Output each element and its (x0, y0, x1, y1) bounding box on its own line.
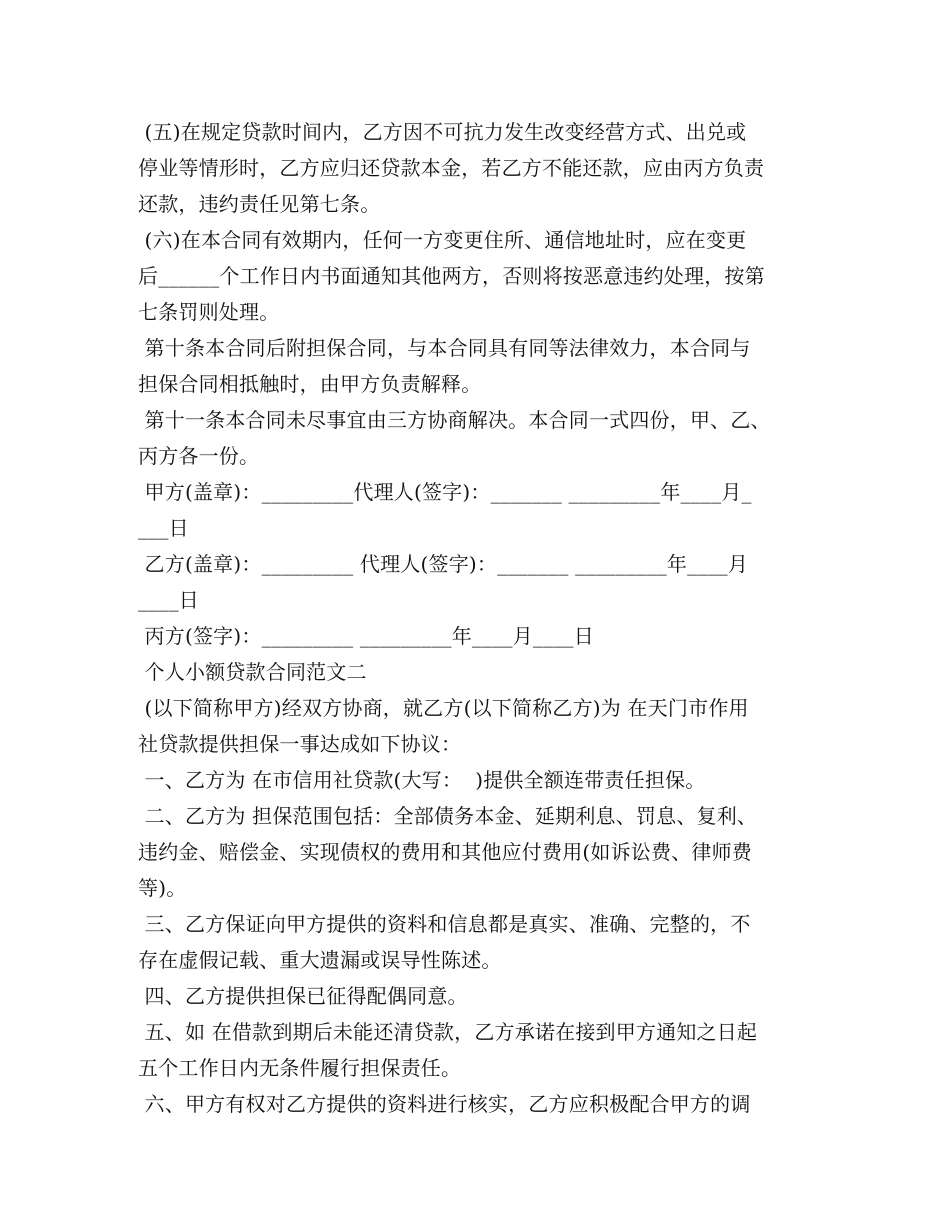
signature-line-party-a: 甲方(盖章)：_________代理人(签字)：_______ _________年____月_ (138, 480, 752, 504)
text-line: 五、如 在借款到期后未能还清贷款，乙方承诺在接到甲方通知之日起 (138, 1020, 758, 1044)
text-line: 六、甲方有权对乙方提供的资料进行核实，乙方应积极配合甲方的调 (138, 1092, 751, 1116)
text-line: 后______个工作日内书面通知其他两方，否则将按恶意违约处理，按第 (138, 264, 765, 288)
signature-line-party-a-date: ___日 (138, 516, 189, 540)
signature-line-party-b-date: ____日 (138, 588, 199, 612)
text-line: 存在虚假记载、重大遗漏或误导性陈述。 (138, 948, 502, 972)
text-line: 七条罚则处理。 (138, 300, 280, 324)
document-body (138, 114, 828, 1122)
text-line: 社贷款提供担保一事达成如下协议： (138, 732, 462, 756)
signature-line-party-c: 丙方(签字)：_________ _________年____月____日 (138, 624, 594, 648)
signature-line-party-b: 乙方(盖章)：_________ 代理人(签字)：_______ _________年____月 (138, 552, 749, 576)
text-line: 还款，违约责任见第七条。 (138, 192, 381, 216)
text-line: 违约金、赔偿金、实现债权的费用和其他应付费用(如诉讼费、律师费 (138, 840, 753, 864)
section-title: 个人小额贷款合同范文二 (138, 660, 367, 684)
text-line: 停业等情形时，乙方应归还贷款本金，若乙方不能还款，应由丙方负责 (138, 156, 765, 180)
text-line: (六)在本合同有效期内，任何一方变更住所、通信地址时，应在变更 (138, 228, 747, 252)
text-line: 二、乙方为 担保范围包括：全部债务本金、延期利息、罚息、复利、 (138, 804, 758, 828)
text-line: 丙方各一份。 (138, 444, 260, 468)
text-line: (以下简称甲方)经双方协商，就乙方(以下简称乙方)为 在天门市作用 (138, 696, 749, 720)
text-line: 第十一条本合同未尽事宜由三方协商解决。本合同一式四份，甲、乙、 (138, 408, 771, 432)
text-line: 等)。 (138, 876, 187, 900)
text-line: (五)在规定贷款时间内，乙方因不可抗力发生改变经营方式、出兑或 (138, 120, 747, 144)
text-line: 担保合同相抵触时，由甲方负责解释。 (138, 372, 482, 396)
text-line: 第十条本合同后附担保合同，与本合同具有同等法律效力，本合同与 (138, 336, 751, 360)
text-line: 五个工作日内无条件履行担保责任。 (138, 1056, 462, 1080)
text-line: 一、乙方为 在市信用社贷款(大写： )提供全额连带责任担保。 (138, 768, 706, 792)
text-line: 三、乙方保证向甲方提供的资料和信息都是真实、准确、完整的，不 (138, 912, 751, 936)
text-line: 四、乙方提供担保已征得配偶同意。 (138, 984, 468, 1008)
